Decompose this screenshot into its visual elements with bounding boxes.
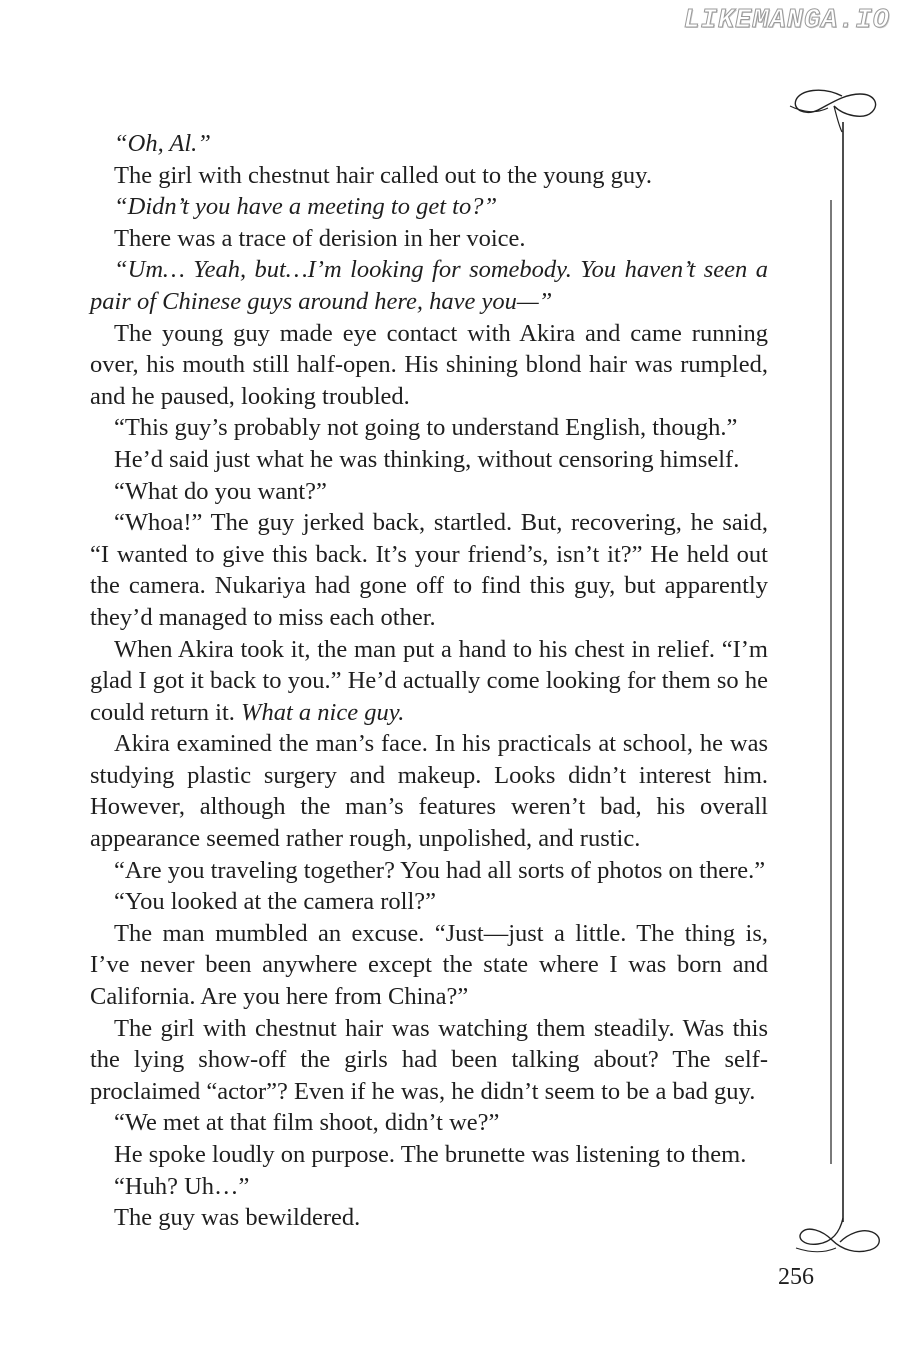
paragraph: “What do you want?” bbox=[114, 477, 327, 505]
paragraph: “We met at that film shoot, didn’t we?” bbox=[114, 1109, 500, 1137]
paragraph: The young guy made eye contact with Akira and came running over, his mouth still half-open. His shining blond hair was rumpled, and he paused, looking troubled. bbox=[90, 319, 768, 410]
paragraph: Akira examined the man’s face. In his practicals at school, he was studying plastic surgery and makeup. Looks didn’t interest him. However, although the man’s features weren’t bad, his overall appearance seemed rather rough, unpolished, and rustic. bbox=[90, 730, 768, 853]
paragraph: “Oh, Al.” bbox=[114, 130, 211, 157]
paragraph: The girl with chestnut hair was watching them steadily. Was this the lying show-off the girls had been talking about? The self-proclaimed “actor”? Even if he was, he didn’t seem to be a bad guy. bbox=[90, 1014, 768, 1105]
paragraph: “Didn’t you have a meeting to get to?” bbox=[114, 193, 498, 221]
paragraph bbox=[90, 634, 768, 729]
site-watermark: LIKEMANGA.IO bbox=[683, 6, 890, 36]
paragraph: The guy was bewildered. bbox=[114, 1204, 361, 1232]
paragraph: “Whoa!” The guy jerked back, startled. But, recovering, he said, “I wanted to give this back. It’s your friend’s, isn’t it?” He held out the camera. Nukariya had gone off to find this guy, but apparently they’d managed to miss each other. bbox=[90, 509, 768, 631]
flourish-border-ornament bbox=[782, 82, 892, 1272]
paragraph: “This guy’s probably not going to understand English, though.” bbox=[114, 414, 738, 442]
paragraph: The man mumbled an excuse. “Just—just a little. The thing is, I’ve never been anywhere except the state where I was born and California. Are you here from China?” bbox=[90, 919, 768, 1011]
body-text bbox=[90, 128, 768, 1234]
paragraph: The girl with chestnut hair called out to the young guy. bbox=[114, 161, 652, 189]
emphasis-text: What a nice guy. bbox=[241, 698, 405, 726]
paragraph: He spoke loudly on purpose. The brunette was listening to them. bbox=[114, 1141, 747, 1168]
paragraph: He’d said just what he was thinking, without censoring himself. bbox=[114, 445, 740, 473]
paragraph: “You looked at the camera roll?” bbox=[114, 888, 437, 916]
page-number: 256 bbox=[778, 1264, 814, 1290]
paragraph: “Huh? Uh…” bbox=[114, 1172, 250, 1200]
paragraph-text: When Akira took it, the man put a hand to his chest in relief. “I’m glad I got it back to you.” He’d actually come looking for them so he could return it. bbox=[90, 635, 768, 726]
paragraph: There was a trace of derision in her voice. bbox=[114, 224, 526, 252]
paragraph: “Um… Yeah, but…I’m looking for somebody. You haven’t seen a pair of Chinese guys around here, have you—” bbox=[90, 256, 768, 315]
paragraph: “Are you traveling together? You had all sorts of photos on there.” bbox=[114, 856, 766, 884]
